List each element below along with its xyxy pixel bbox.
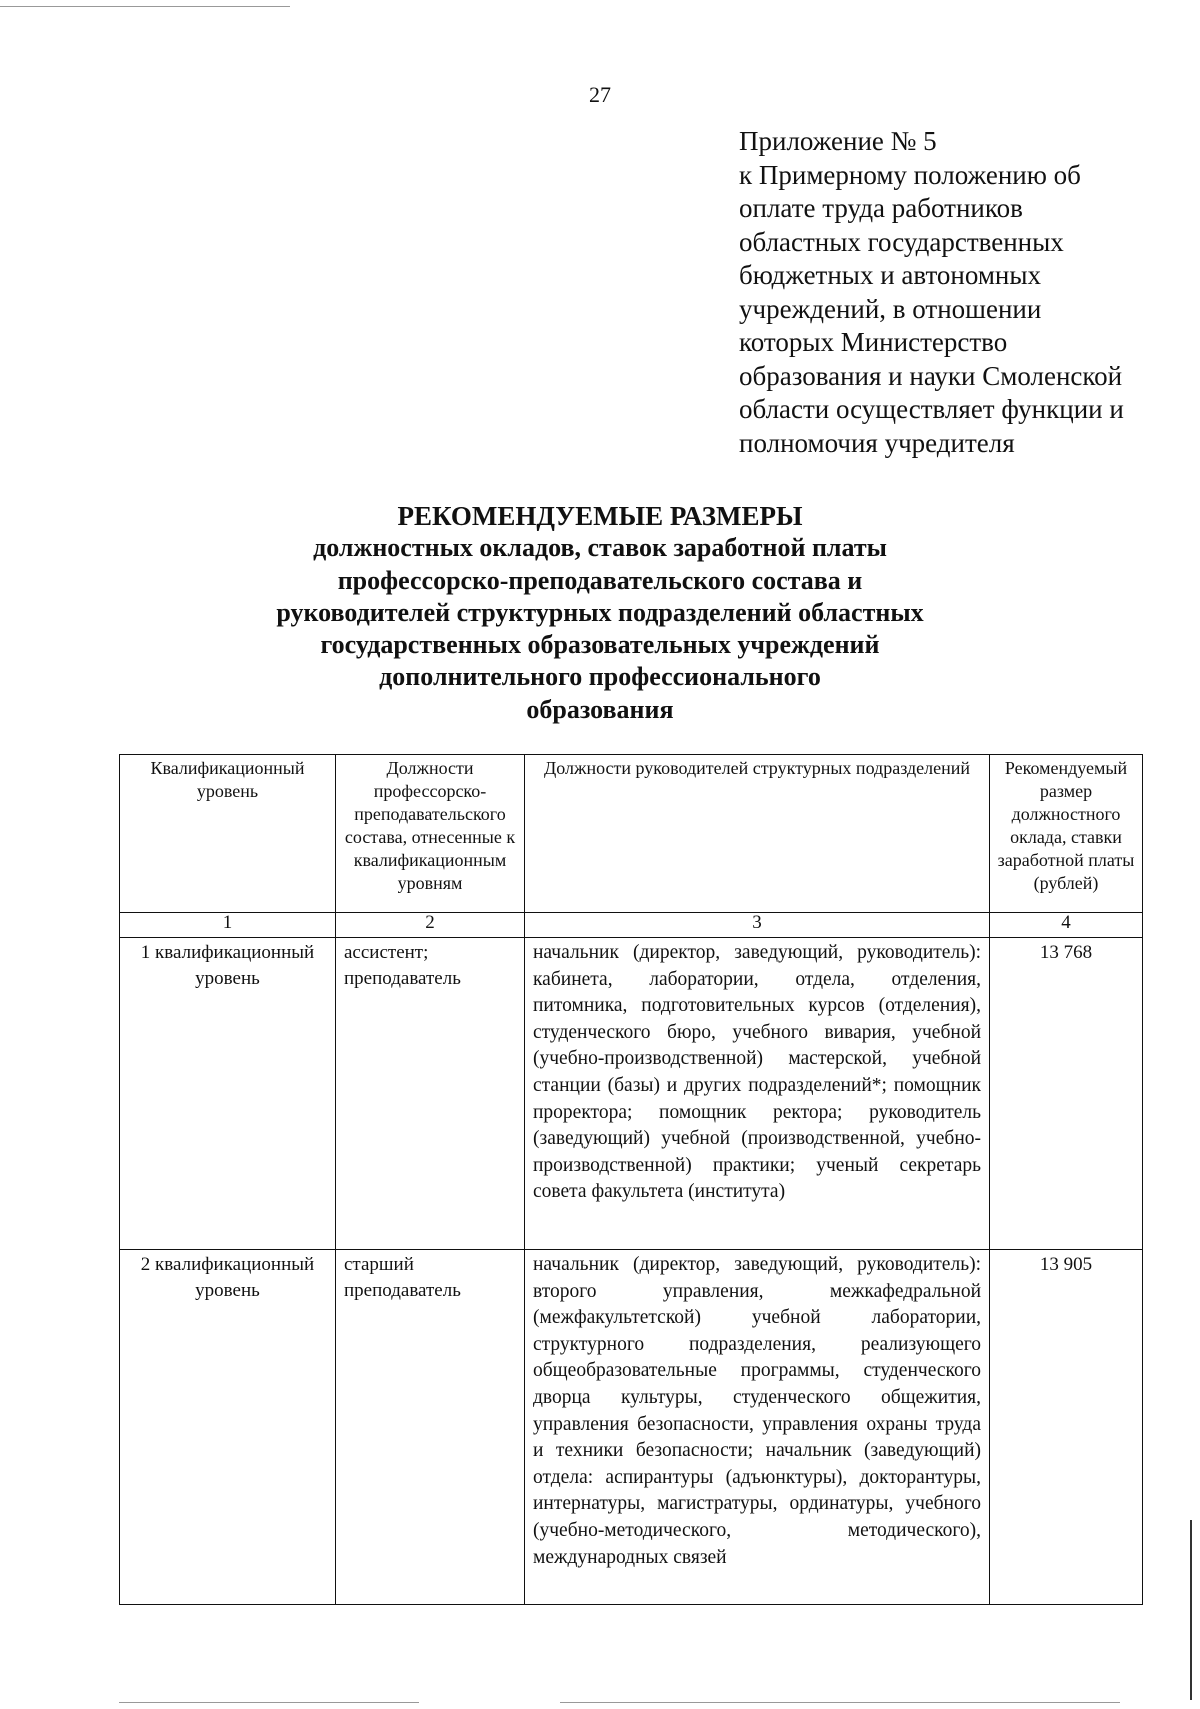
appendix-line: областных государственных bbox=[739, 226, 1064, 257]
appendix-line: образования и науки Смоленской bbox=[739, 360, 1123, 391]
positions-cell: старший преподаватель bbox=[336, 1250, 525, 1605]
document-title-line: профессорско-преподавательского состава и bbox=[337, 565, 863, 595]
document-title-line: дополнительного профессионального bbox=[379, 662, 821, 692]
document-title-main: РЕКОМЕНДУЕМЫЕ РАЗМЕРЫ bbox=[397, 501, 803, 531]
appendix-line: бюджетных и автономных bbox=[739, 260, 1042, 290]
table-row bbox=[120, 1250, 1143, 1605]
scan-edge-line-right bbox=[1190, 1520, 1192, 1700]
appendix-line: оплате труда работников bbox=[739, 193, 1023, 223]
column-number: 1 bbox=[120, 913, 336, 938]
scan-edge-line-bottom-left bbox=[119, 1702, 419, 1703]
appendix-note bbox=[739, 125, 1179, 460]
column-header-positions: Должности профессорско-преподавательского состава, отнесенные к квалификационным уровням bbox=[336, 755, 525, 913]
column-number: 2 bbox=[336, 913, 525, 938]
positions-cell: ассистент; преподаватель bbox=[336, 938, 525, 1250]
appendix-line: Приложение № 5 bbox=[739, 126, 937, 156]
appendix-line: области осуществляет функции и bbox=[739, 394, 1124, 424]
salary-cell: 13 905 bbox=[990, 1250, 1143, 1605]
document-title-line: государственных образовательных учреждений bbox=[320, 630, 880, 660]
document-title-line: образования bbox=[526, 694, 674, 724]
column-header-salary: Рекомендуемый размер должностного оклада, ставки заработной платы (рублей) bbox=[990, 755, 1143, 913]
appendix-line: которых Министерство bbox=[739, 327, 1008, 357]
managers-cell: начальник (директор, заведующий, руководитель): кабинета, лаборатории, отдела, отделения, питомника, подготовительных курсов (отделения), студенческого бюро, учебного вивария, учебной (учебно-производственной) мастерской, учебной станции (базы) и других подразделений*; помощник проректора; помощник ректора; руководитель (заведующий) учебной (производственной, учебно-производственной) практики; ученый секретарь совета факультета (института) bbox=[525, 938, 990, 1250]
table-header-row bbox=[120, 755, 1143, 913]
document-title-line: должностных окладов, ставок заработной платы bbox=[313, 533, 887, 563]
scan-edge-line-bottom-right bbox=[560, 1702, 1120, 1703]
column-header-level: Квалификационный уровень bbox=[120, 755, 336, 913]
level-cell: 1 квалификационный уровень bbox=[120, 938, 336, 1250]
managers-cell: начальник (директор, заведующий, руководитель): второго управления, межкафедральной (межфакультетской) учебной лаборатории, структурного подразделения, реализующего общеобразовательные программы, студенческого дворца культуры, студенческого общежития, управления безопасности, управления охраны труда и техники безопасности; начальник (заведующий) отдела: аспирантуры (адъюнктуры), докторантуры, интернатуры, магистратуры, ординатуры, учебного (учебно-методического, методического), международных связей bbox=[525, 1250, 990, 1605]
column-number: 4 bbox=[990, 913, 1143, 938]
column-number-row bbox=[120, 913, 1143, 938]
appendix-line: к Примерному положению об bbox=[739, 159, 1081, 190]
column-header-managers: Должности руководителей структурных подразделений bbox=[525, 755, 990, 913]
salary-cell: 13 768 bbox=[990, 938, 1143, 1250]
column-number: 3 bbox=[525, 913, 990, 938]
document-title bbox=[0, 500, 1200, 726]
scan-edge-line-top bbox=[0, 6, 290, 7]
table-row bbox=[120, 938, 1143, 1250]
page-number: 27 bbox=[589, 82, 611, 107]
appendix-line: полномочия учредителя bbox=[739, 427, 1015, 458]
level-cell: 2 квалификационный уровень bbox=[120, 1250, 336, 1605]
salary-table bbox=[119, 754, 1143, 1605]
document-title-line: руководителей структурных подразделений областных bbox=[276, 597, 924, 627]
appendix-line: учреждений, в отношении bbox=[739, 293, 1042, 324]
